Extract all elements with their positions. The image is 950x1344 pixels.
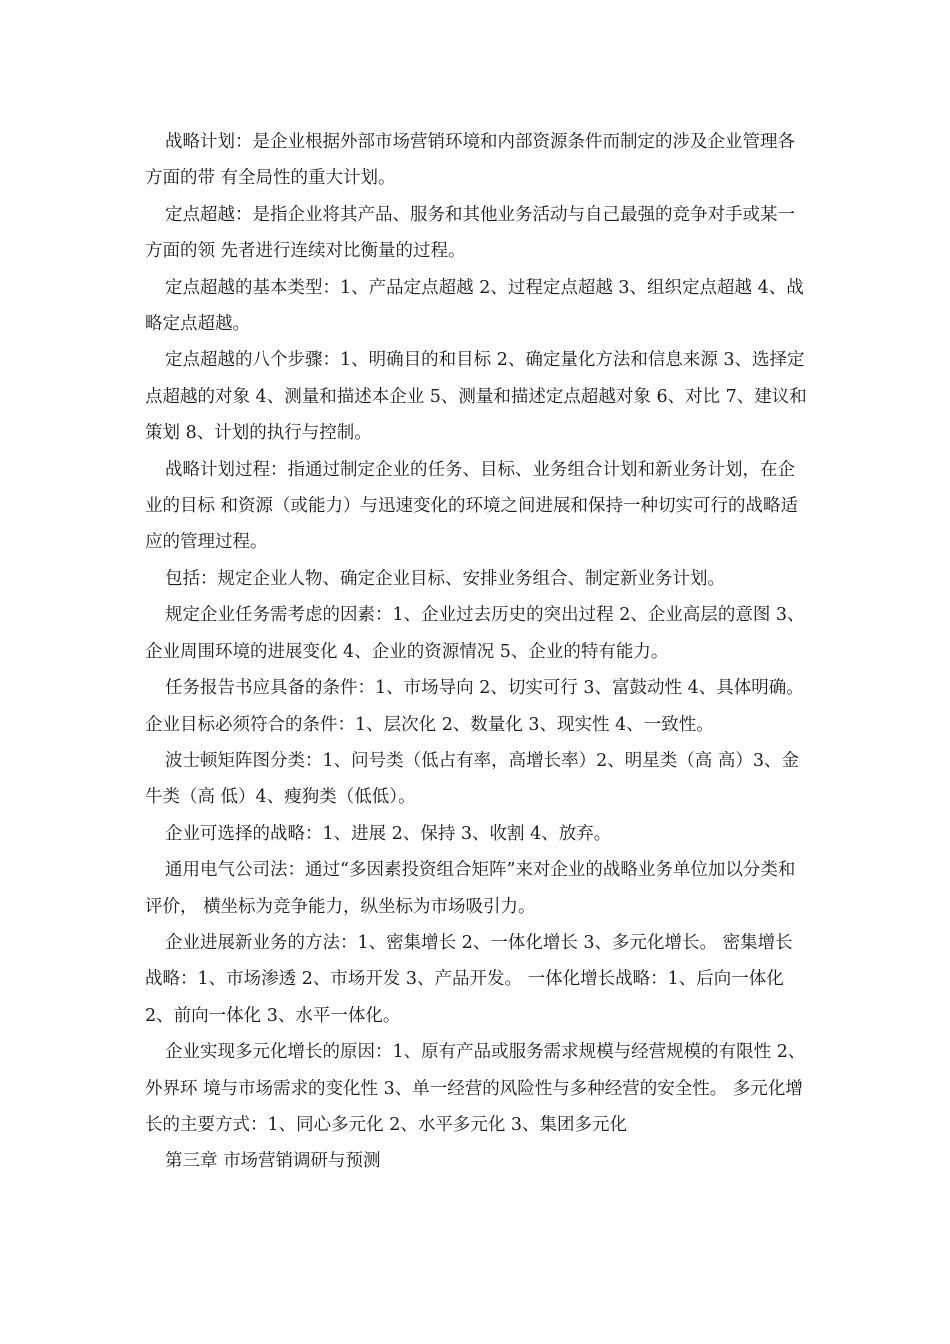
paragraph-strategic-plan: 战略计划：是企业根据外部市场营销环境和内部资源条件而制定的涉及企业管理各方面的带 有全局性的重大计划。 — [145, 132, 795, 189]
paragraph-diversification: 企业实现多元化增长的原因：1、原有产品或服务需求规模与经营规模的有限性 2、外界环 境与市场需求的变化性 3、单一经营的风险性与多种经营的安全性。 多元化增长的主要方式：1、同心多元化 2、水平多元化 3、集团多元化 — [145, 1042, 806, 1135]
chapter-heading: 第三章 市场营销调研与预测 — [165, 1151, 381, 1172]
paragraph-growth-methods: 企业进展新业务的方法：1、密集增长 2、一体化增长 3、多元化增长。 密集增长战略：1、市场渗透 2、市场开发 3、产品开发。 一体化增长战略：1、后向一体化 2、前向一体化 3、水平一体化。 — [145, 932, 793, 1026]
paragraph-bcg-matrix: 波士顿矩阵图分类：1、问号类（低占有率，高增长率）2、明星类（高 高）3、金牛类（高 低）4、瘦狗类（低低）。 — [145, 750, 799, 808]
paragraph-mission-statement-conditions: 任务报告书应具备的条件：1、市场导向 2、切实可行 3、富鼓动性 4、具体明确。 企业目标必须符合的条件：1、层次化 2、数量化 3、现实性 4、一致性。 — [145, 678, 810, 735]
paragraph-includes: 包括：规定企业人物、确定企业目标、安排业务组合、制定新业务计划。 — [165, 568, 725, 589]
paragraph-mission-factors: 规定企业任务需考虑的因素：1、企业过去历史的突出过程 2、企业高层的意图 3、企业周围环境的进展变化 4、企业的资源情况 5、企业的特有能力。 — [145, 605, 805, 662]
document-body — [145, 124, 810, 1180]
paragraph-strategic-planning-process: 战略计划过程：指通过制定企业的任务、目标、业务组合计划和新业务计划，在企业的目标 和资源（或能力）与迅速变化的环境之间进展和保持一种切实可行的战略适应的管理过程。 — [145, 459, 799, 553]
paragraph-benchmarking-steps: 定点超越的八个步骤：1、明确目的和目标 2、确定量化方法和信息来源 3、选择定点超越的对象 4、测量和描述本企业 5、测量和描述定点超越对象 6、对比 7、建议和策划 8、计划的执行与控制。 — [145, 350, 807, 444]
paragraph-benchmarking-definition: 定点超越：是指企业将其产品、服务和其他业务活动与自己最强的竞争对手或某一方面的领 先者进行连续对比衡量的过程。 — [145, 204, 795, 262]
paragraph-ge-method: 通用电气公司法：通过“多因素投资组合矩阵”来对企业的战略业务单位加以分类和评价， 横坐标为竞争能力，纵坐标为市场吸引力。 — [145, 860, 796, 917]
paragraph-strategy-options: 企业可选择的战略：1、进展 2、保持 3、收割 4、放弃。 — [165, 823, 612, 844]
paragraph-benchmarking-types: 定点超越的基本类型：1、产品定点超越 2、过程定点超越 3、组织定点超越 4、战略定点超越。 — [145, 277, 804, 335]
